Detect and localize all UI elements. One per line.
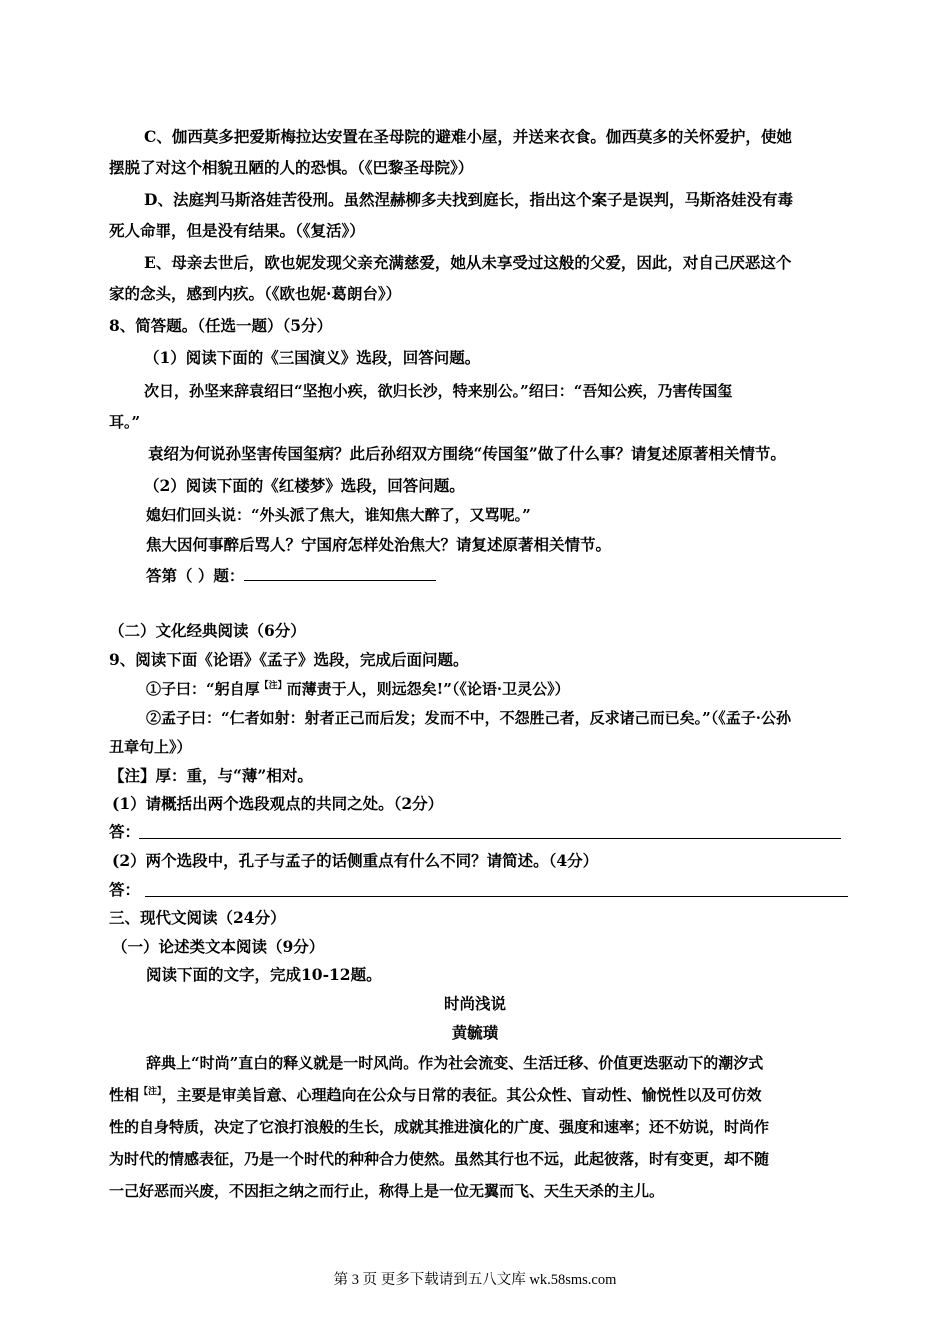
article-author: 黄毓璜 [451, 1023, 499, 1042]
q8-title: 8、简答题。（任选一题）（5分） [109, 316, 333, 335]
q8-part1-question: 袁绍为何说孙坚害传国玺病？此后孙绍双方围绕“传国玺”做了什么事？请复述原著相关情节。 [148, 444, 786, 463]
q9-quote1-end: 而薄责于人，则远怨矣!”（《论语·卫灵公》） [286, 680, 570, 698]
option-d-line2: 死人命罪，但是没有结果。（《复活》） [109, 221, 365, 240]
option-e-line2: 家的念头，感到内疚。（《欧也妮·葛朗台》） [109, 284, 402, 303]
article-note-mark: 【注】 [139, 1087, 162, 1097]
article-title: 时尚浅说 [443, 994, 506, 1013]
article-para-line4: 为时代的情感表征，乃是一个时代的种种合力使然。虽然其行也不远，此起彼落，时有变更，却不随 [109, 1150, 770, 1168]
q9-quote1-note-mark: 【注】 [259, 681, 287, 691]
q8-part1-quote-line2: 耳。” [109, 413, 141, 431]
q9-answer1-line[interactable] [139, 838, 841, 839]
section2-title: （二）文化经典阅读（6分） [109, 621, 306, 640]
q9-quote2-line2: 丑章句上》） [109, 738, 192, 756]
q8-part2-intro: （2）阅读下面的《红楼梦》选段，回答问题。 [144, 476, 465, 495]
section3-title: 三、现代文阅读（24分） [109, 908, 286, 927]
option-c-line2: 摆脱了对这个相貌丑陋的人的恐惧。（《巴黎圣母院》） [109, 158, 474, 177]
article-para-line1: 辞典上“时尚”直白的释义就是一时风尚。作为社会流变、生活迁移、价值更迭驱动下的潮汐式 [146, 1054, 764, 1072]
q9-sub2: (2）两个选段中，孔子与孟子的话侧重点有什么不同？请简述。（4分） [112, 851, 599, 870]
q8-part1-intro: （1）阅读下面的《三国演义》选段，回答问题。 [144, 348, 481, 367]
article-para-line2-end: ，主要是审美旨意、心理趋向在公众与日常的表征。其公众性、盲动性、愉悦性以及可仿效 [161, 1086, 762, 1104]
q8-part2-quote: 媳妇们回头说：“外头派了焦大，谁知焦大醉了，又骂呢。” [146, 506, 531, 524]
q8-answer-row [146, 564, 436, 586]
q9-note-text: 厚：重，与“薄”相对。 [155, 766, 313, 785]
q9-note-tag: 【注】 [109, 766, 156, 785]
q9-sub1: (1）请概括出两个选段观点的共同之处。（2分） [112, 794, 444, 813]
q9-quote1-start: ①子曰：“躬自厚 [146, 680, 260, 698]
section3-subtitle: （一）论述类文本阅读（9分） [112, 937, 325, 956]
section3-instruction: 阅读下面的文字，完成10-12题。 [146, 965, 382, 984]
article-para-line2 [109, 1085, 762, 1108]
q8-part2-question: 焦大因何事醉后骂人？宁国府怎样处治焦大？请复述原著相关情节。 [146, 535, 612, 554]
q9-quote2-line1: ②孟子曰：“仁者如射：射者正己而后发；发而不中，不怨胜己者，反求诸己而已矣。”（《孟子·公孙 [146, 709, 791, 727]
q9-note [109, 766, 313, 786]
article-para-line2-start: 性相 [109, 1086, 140, 1104]
page-footer: 第 3 页 更多下载请到五八文库 wk.58sms.com [333, 1272, 617, 1288]
option-d-line1: D、法庭判马斯洛娃苦役刑。虽然涅赫柳多夫找到庭长，指出这个案子是误判，马斯洛娃没有毒 [144, 190, 793, 209]
q8-answer-label: 答第（ ）题： [146, 566, 245, 585]
q8-answer-blank[interactable] [244, 564, 436, 581]
q9-title: 9、阅读下面《论语》《孟子》选段，完成后面问题。 [109, 650, 469, 669]
q9-answer2-line[interactable] [145, 896, 848, 897]
q8-part1-quote-line1: 次日，孙坚来辞袁绍曰“坚抱小疾，欲归长沙，特来别公。”绍曰：“吾知公疾，乃害传国玺 [144, 382, 733, 400]
q9-answer2-label: 答： [109, 880, 141, 899]
q9-quote1 [146, 679, 570, 702]
option-c-line1: C、伽西莫多把爱斯梅拉达安置在圣母院的避难小屋，并送来衣食。伽西莫多的关怀爱护，使她 [144, 127, 792, 146]
article-para-line3: 性的自身特质，决定了它浪打浪般的生长，成就其推进演化的广度、强度和速率；还不妨说，时尚作 [109, 1118, 770, 1136]
option-e-line1: E、母亲去世后，欧也妮发现父亲充满慈爱，她从未享受过这般的父爱，因此，对自己厌恶这个 [144, 253, 792, 272]
article-para-line5: 一己好恶而兴废，不因拒之纳之而行止，称得上是一位无翼而飞、天生天杀的主儿。 [109, 1182, 665, 1200]
q9-answer1-label: 答： [109, 822, 141, 841]
